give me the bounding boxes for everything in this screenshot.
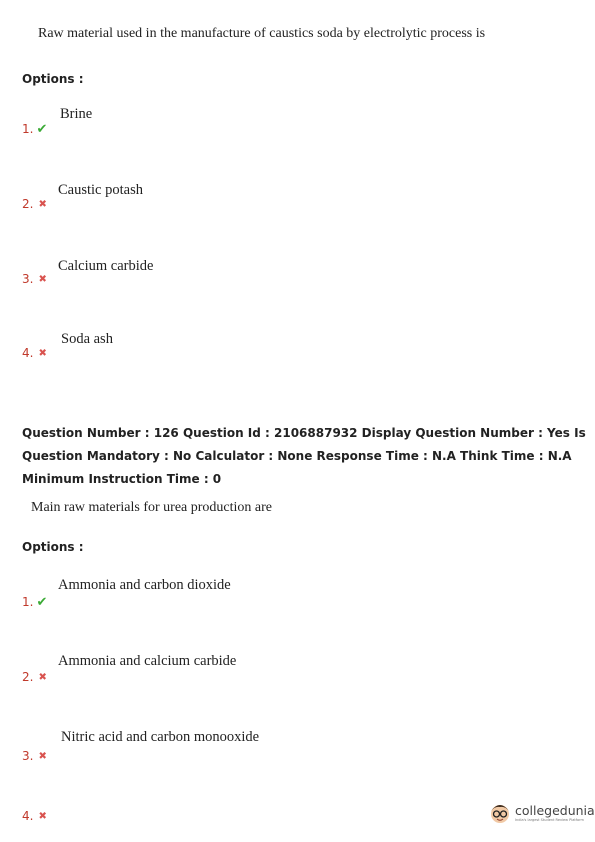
- q2-option-1-text: Ammonia and carbon dioxide: [58, 577, 231, 593]
- q1-option-3-text: Calcium carbide: [58, 258, 154, 274]
- q2-option-2-text: Ammonia and calcium carbide: [58, 653, 237, 669]
- question-2-options-label: Options :: [22, 540, 84, 554]
- q1-option-1-number: 1. ✔: [22, 122, 48, 137]
- logo-tagline: India's largest Student Review Platform: [515, 817, 584, 822]
- check-icon: ✔: [36, 122, 48, 137]
- q1-option-2-text: Caustic potash: [58, 182, 143, 198]
- q1-option-1-text: Brine: [60, 106, 93, 122]
- cross-icon: ✖: [38, 672, 47, 683]
- q2-option-3-text: Nitric acid and carbon monooxide: [61, 729, 260, 745]
- q2-option-2-number: 2. ✖: [22, 670, 47, 684]
- cross-icon: ✖: [38, 274, 47, 285]
- logo-name: collegedunia: [515, 802, 595, 818]
- q1-option-4-number: 4. ✖: [22, 346, 47, 360]
- cross-icon: ✖: [38, 199, 47, 210]
- q2-option-3-number: 3. ✖: [22, 749, 47, 763]
- question-2-text: Main raw materials for urea production are: [31, 500, 273, 515]
- cross-icon: ✖: [38, 811, 47, 822]
- check-icon: ✔: [36, 595, 48, 610]
- q2-option-4-number: 4. ✖: [22, 809, 47, 823]
- q1-option-3-number: 3. ✖: [22, 272, 47, 286]
- collegedunia-logo: [488, 799, 595, 825]
- q1-option-4-text: Soda ash: [61, 331, 113, 347]
- question-1-text: Raw material used in the manufacture of caustics soda by electrolytic process is: [38, 26, 486, 41]
- question-2-meta: Question Number : 126 Question Id : 2106887932 Display Question Number : Yes Is Question Mandatory : No Calculator : None Response Time : N.A Think Time : N.A Minimum Instruction Time : 0: [22, 426, 586, 486]
- q1-option-2-number: 2. ✖: [22, 197, 47, 211]
- question-1-options-label: Options :: [22, 72, 84, 86]
- cross-icon: ✖: [38, 751, 47, 762]
- mascot-icon: [488, 799, 512, 825]
- q2-option-1-number: 1. ✔: [22, 595, 48, 610]
- cross-icon: ✖: [38, 348, 47, 359]
